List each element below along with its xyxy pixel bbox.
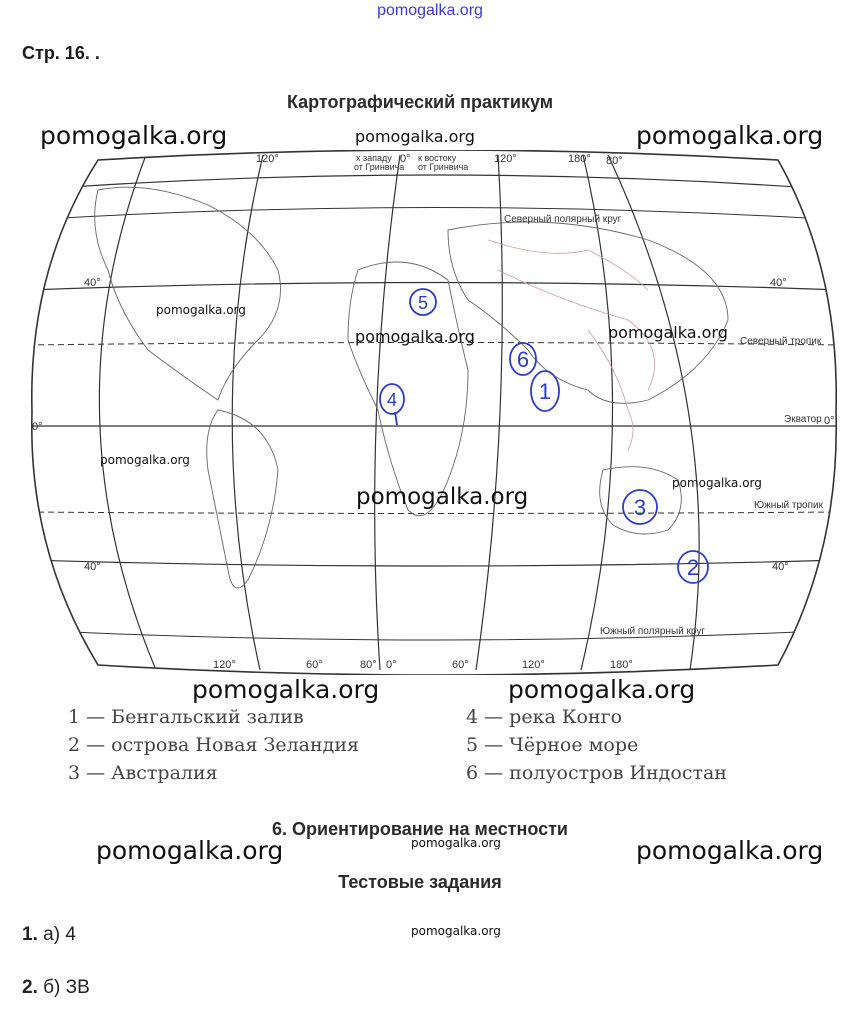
watermark: pomogalka.org [411,836,501,850]
watermark: pomogalka.org [100,453,190,467]
top-label-west: х западу [356,153,392,163]
watermark: pomogalka.org [411,924,501,938]
marker-2: 2 [686,555,700,580]
watermark: pomogalka.org [192,675,380,704]
top-label-120w: 120° [256,153,279,165]
answer-text: б) ЗВ [43,977,90,998]
watermark: pomogalka.org [40,121,228,150]
bottom-label-120e: 120° [522,659,545,671]
marker-5: 5 [417,293,429,313]
marker-1: 1 [538,379,552,404]
legend-item: 4 — река Конго [466,706,623,728]
watermark: pomogalka.org [96,836,284,865]
top-label-east: к востоку [418,153,457,163]
marker-4: 4 [386,390,398,410]
watermark: pomogalka.org [356,484,529,510]
legend-right [466,703,727,787]
antarctic-circle-label: Южный полярный круг [600,626,705,637]
bottom-label-120w: 120° [213,659,236,671]
right-label-equator: Экватор [784,414,822,425]
answer-text: а) 4 [43,924,76,945]
bottom-label-0: 0° [386,659,397,671]
watermark: pomogalka.org [636,121,824,150]
watermark: pomogalka.org [608,323,728,342]
bottom-label-60e: 60° [452,659,469,671]
bottom-label-60w: 60° [306,659,323,671]
legend-item: 5 — Чёрное море [466,734,639,756]
left-label-40s: 40° [84,561,101,573]
arctic-circle-label: Северный полярный круг [504,214,622,225]
watermark: pomogalka.org [156,303,246,317]
answer-2 [22,977,90,999]
watermark: pomogalka.org [672,476,762,490]
legend-left [68,703,359,787]
answer-number: 1. [22,924,38,945]
left-label-0: 0° [32,421,43,433]
top-label-120e: 120° [494,153,517,165]
top-label-80: 80° [606,155,623,167]
legend-item: 2 — острова Новая Зеландия [68,734,359,756]
right-label-north-tropic: Северный тропик [740,336,822,347]
legend-item: 3 — Австралия [68,762,218,784]
right-label-40n: 40° [770,277,787,289]
right-label-south-tropic: Южный тропик [754,500,823,511]
bottom-label-180: 180° [610,659,633,671]
site-link[interactable]: pomogalka.org [377,2,483,19]
watermark: pomogalka.org [508,675,696,704]
answer-number: 2. [22,977,38,998]
top-label-0: 0° [400,153,411,165]
top-label-180: 180° [568,153,591,165]
bottom-label-80: 80° [360,659,377,671]
right-label-40s: 40° [772,561,789,573]
marker-3: 3 [633,495,647,520]
answer-1 [22,924,76,946]
watermark: pomogalka.org [355,327,475,346]
map-outline [32,150,836,675]
page-label: Стр. 16. . [22,43,100,63]
world-map [28,150,840,675]
watermark: pomogalka.org [636,836,824,865]
legend-item: 1 — Бенгальский залив [68,706,304,728]
top-label-west-sub: от Гринвича [354,162,405,172]
top-label-east-sub: от Гринвича [418,162,469,172]
section-6-title: 6. Ориентирование на местности [272,819,568,839]
legend-item: 6 — полуостров Индостан [466,762,727,784]
watermark: pomogalka.org [355,127,475,146]
marker-6: 6 [516,347,530,372]
section-title: Картографический практикум [286,92,554,112]
left-label-40n: 40° [84,277,101,289]
right-label-0: 0° [824,415,835,427]
test-tasks-title: Тестовые задания [338,872,502,892]
